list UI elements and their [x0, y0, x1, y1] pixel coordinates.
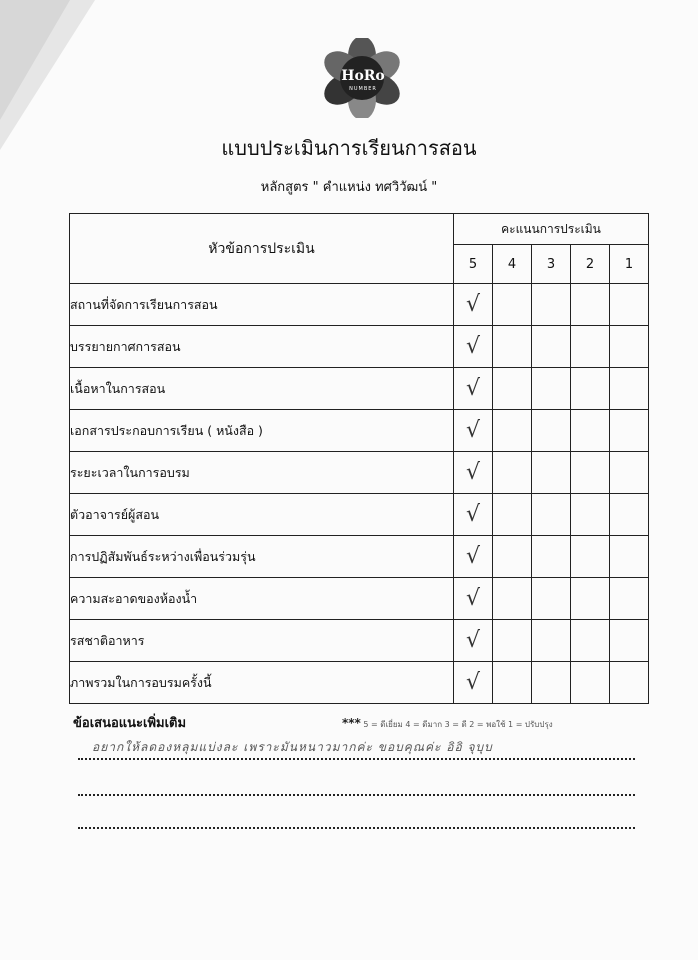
score-cell-2[interactable] [571, 326, 610, 368]
table-row [70, 452, 649, 494]
score-cell-4[interactable] [493, 326, 532, 368]
score-cell-3[interactable] [532, 284, 571, 326]
score-cell-4[interactable] [493, 620, 532, 662]
score-cell-5[interactable] [454, 368, 493, 410]
score-cell-4[interactable] [493, 578, 532, 620]
checkmark-icon: √ [465, 627, 481, 653]
score-cell-2[interactable] [571, 410, 610, 452]
score-cell-2[interactable] [571, 662, 610, 704]
score-cell-2[interactable] [571, 536, 610, 578]
score-cell-3[interactable] [532, 410, 571, 452]
table-row [70, 620, 649, 662]
score-cell-5[interactable] [454, 410, 493, 452]
table-row [70, 284, 649, 326]
row-label: เนื้อหาในการสอน [70, 368, 454, 410]
score-cell-5[interactable] [454, 326, 493, 368]
row-label: รสชาติอาหาร [70, 620, 454, 662]
score-header-2: 2 [571, 245, 610, 284]
score-cell-3[interactable] [532, 662, 571, 704]
form-title: แบบประเมินการเรียนการสอน [221, 136, 477, 160]
score-cell-5[interactable] [454, 284, 493, 326]
score-cell-1[interactable] [610, 284, 649, 326]
table-row [70, 536, 649, 578]
score-legend [342, 716, 553, 731]
score-cell-1[interactable] [610, 620, 649, 662]
comment-line-1[interactable] [78, 758, 635, 760]
comment-line-3[interactable] [78, 827, 635, 829]
legend-text: 5 = ดีเยี่ยม 4 = ดีมาก 3 = ดี 2 = พอใช้ 1 = ปรับปรุง [363, 720, 553, 729]
table-row [70, 368, 649, 410]
score-header-5: 5 [454, 245, 493, 284]
table-row [70, 662, 649, 704]
checkmark-icon: √ [465, 459, 481, 485]
checkmark-icon: √ [465, 417, 481, 443]
evaluation-table [69, 213, 649, 704]
score-cell-1[interactable] [610, 536, 649, 578]
checkmark-icon: √ [465, 585, 481, 611]
row-label: ระยะเวลาในการอบรม [70, 452, 454, 494]
table-row [70, 410, 649, 452]
score-cell-1[interactable] [610, 452, 649, 494]
score-cell-2[interactable] [571, 494, 610, 536]
score-cell-4[interactable] [493, 410, 532, 452]
score-header-3: 3 [532, 245, 571, 284]
score-cell-2[interactable] [571, 368, 610, 410]
score-cell-3[interactable] [532, 620, 571, 662]
handwritten-comment: อยากให้ลดองหลุมแบ่งละ เพราะมันหนาวมากค่ะ ขอบคุณค่ะ อิอิ จุบุบ [92, 740, 493, 754]
comment-line-2[interactable] [78, 794, 635, 796]
checkmark-icon: √ [465, 669, 481, 695]
score-cell-2[interactable] [571, 284, 610, 326]
score-cell-1[interactable] [610, 326, 649, 368]
table-row [70, 494, 649, 536]
score-cell-5[interactable] [454, 662, 493, 704]
row-label: เอกสารประกอบการเรียน ( หนังสือ ) [70, 410, 454, 452]
score-cell-4[interactable] [493, 368, 532, 410]
score-cell-2[interactable] [571, 578, 610, 620]
row-label: การปฏิสัมพันธ์ระหว่างเพื่อนร่วมรุ่น [70, 536, 454, 578]
score-cell-1[interactable] [610, 368, 649, 410]
score-cell-3[interactable] [532, 368, 571, 410]
checkmark-icon: √ [465, 333, 481, 359]
score-cell-5[interactable] [454, 536, 493, 578]
score-cell-3[interactable] [532, 452, 571, 494]
legend-stars: *** [342, 716, 361, 730]
score-cell-3[interactable] [532, 494, 571, 536]
checkmark-icon: √ [465, 375, 481, 401]
score-cell-2[interactable] [571, 620, 610, 662]
table-row [70, 578, 649, 620]
score-cell-4[interactable] [493, 284, 532, 326]
score-header-4: 4 [493, 245, 532, 284]
row-label: ความสะอาดของห้องน้ำ [70, 578, 454, 620]
score-cell-4[interactable] [493, 494, 532, 536]
row-label: ภาพรวมในการอบรมครั้งนี้ [70, 662, 454, 704]
checkmark-icon: √ [465, 543, 481, 569]
logo-text: HoRo [341, 68, 385, 84]
checkmark-icon: √ [465, 501, 481, 527]
score-cell-4[interactable] [493, 662, 532, 704]
table-row [70, 326, 649, 368]
page-fold-corner [0, 0, 70, 120]
notes-label: ข้อเสนอแนะเพิ่มเติม [73, 716, 187, 731]
score-cell-1[interactable] [610, 410, 649, 452]
score-cell-1[interactable] [610, 494, 649, 536]
score-group-header: คะแนนการประเมิน [454, 214, 649, 245]
logo-subtext: NUMBER [349, 86, 377, 92]
score-cell-3[interactable] [532, 536, 571, 578]
score-cell-5[interactable] [454, 494, 493, 536]
score-cell-5[interactable] [454, 452, 493, 494]
row-label: ตัวอาจารย์ผู้สอน [70, 494, 454, 536]
score-cell-3[interactable] [532, 578, 571, 620]
score-cell-5[interactable] [454, 578, 493, 620]
score-cell-2[interactable] [571, 452, 610, 494]
score-cell-4[interactable] [493, 536, 532, 578]
row-label: สถานที่จัดการเรียนการสอน [70, 284, 454, 326]
score-cell-1[interactable] [610, 578, 649, 620]
score-cell-5[interactable] [454, 620, 493, 662]
topic-header: หัวข้อการประเมิน [70, 214, 454, 284]
score-cell-4[interactable] [493, 452, 532, 494]
score-header-1: 1 [610, 245, 649, 284]
row-label: บรรยายกาศการสอน [70, 326, 454, 368]
score-cell-3[interactable] [532, 326, 571, 368]
checkmark-icon: √ [465, 291, 481, 317]
course-subtitle: หลักสูตร " คำแหน่ง ทศวิวัฒน์ " [260, 180, 438, 195]
score-cell-1[interactable] [610, 662, 649, 704]
